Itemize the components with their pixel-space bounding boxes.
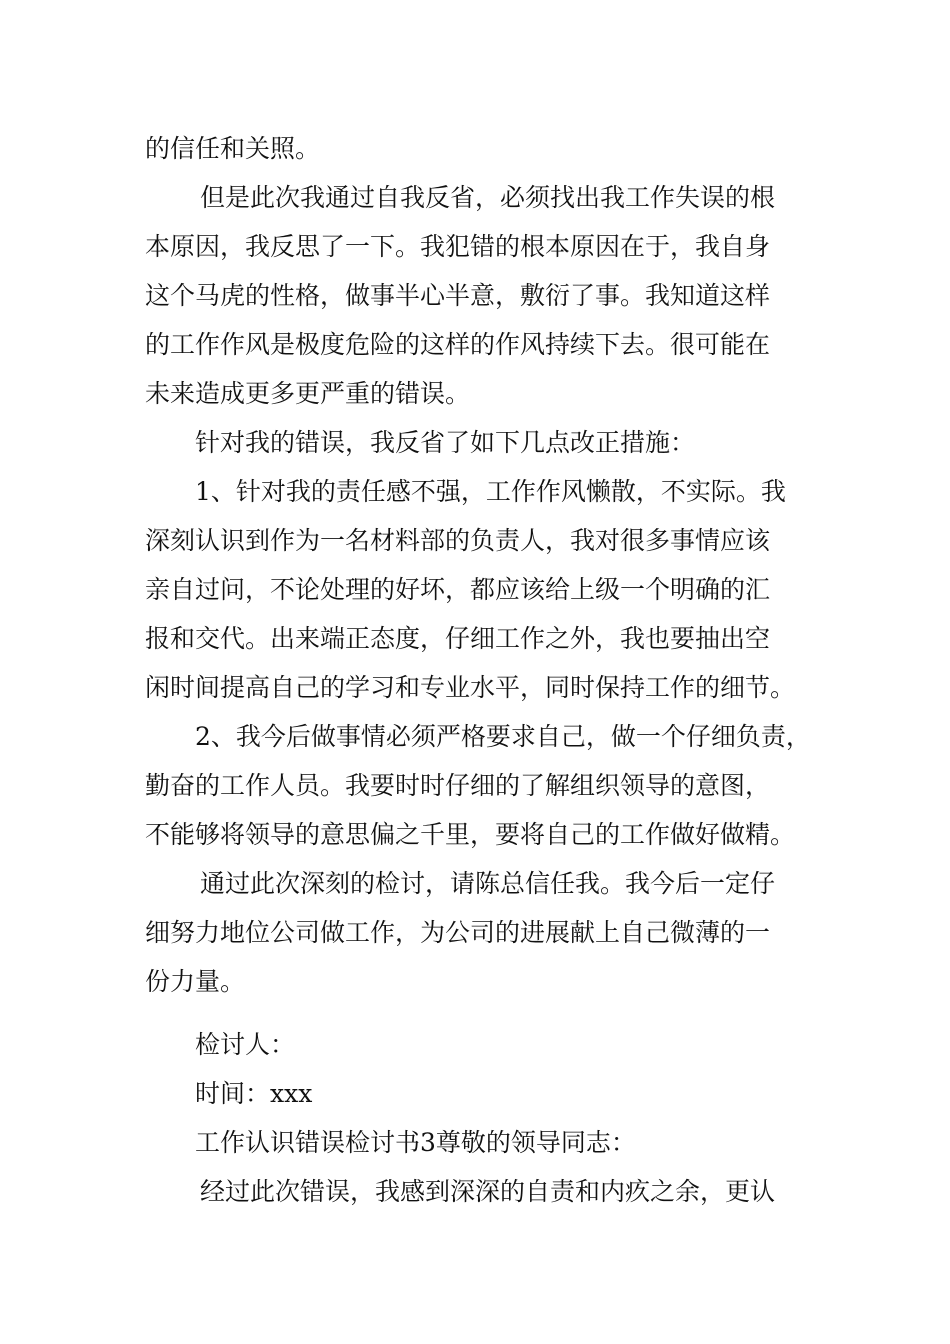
text-line: 这个马虎的性格，做事半心半意，敷衍了事。我知道这样	[145, 281, 771, 310]
paragraph-first-line: 1、针对我的责任感不强，工作作风懒散，不实际。我	[195, 477, 786, 506]
paragraph-first-line: 针对我的错误，我反省了如下几点改正措施：	[195, 428, 696, 457]
text-line: 未来造成更多更严重的错误。	[145, 379, 471, 408]
text-line: 的工作作风是极度危险的这样的作风持续下去。很可能在	[145, 330, 771, 359]
text-line: 报和交代。出来端正态度，仔细工作之外，我也要抽出空	[145, 624, 771, 653]
text-line: 深刻认识到作为一名材料部的负责人，我对很多事情应该	[145, 526, 771, 555]
section-heading-line: 工作认识错误检讨书3尊敬的领导同志：	[195, 1128, 636, 1157]
date-label: 时间：xxx	[195, 1079, 313, 1108]
text-line: 本原因，我反思了一下。我犯错的根本原因在于，我自身	[145, 232, 771, 261]
paragraph-first-line: 经过此次错误，我感到深深的自责和内疚之余，更认	[200, 1177, 776, 1206]
text-line: 勤奋的工作人员。我要时时仔细的了解组织领导的意图，	[145, 771, 771, 800]
paragraph-first-line: 2、我今后做事情必须严格要求自己，做一个仔细负责，	[195, 722, 811, 751]
text-line: 亲自过问，不论处理的好坏，都应该给上级一个明确的汇	[145, 575, 771, 604]
text-line: 不能够将领导的意思偏之千里，要将自己的工作做好做精。	[145, 820, 796, 849]
paragraph-first-line: 通过此次深刻的检讨，请陈总信任我。我今后一定仔	[200, 869, 776, 898]
text-line: 细努力地位公司做工作，为公司的进展献上自己微薄的一	[145, 918, 771, 947]
text-line: 份力量。	[145, 967, 246, 996]
text-line: 的信任和关照。	[145, 134, 321, 163]
paragraph-first-line: 但是此次我通过自我反省，必须找出我工作失误的根	[200, 183, 776, 212]
text-line: 闲时间提高自己的学习和专业水平，同时保持工作的细节。	[145, 673, 796, 702]
signature-label: 检讨人：	[195, 1030, 296, 1059]
